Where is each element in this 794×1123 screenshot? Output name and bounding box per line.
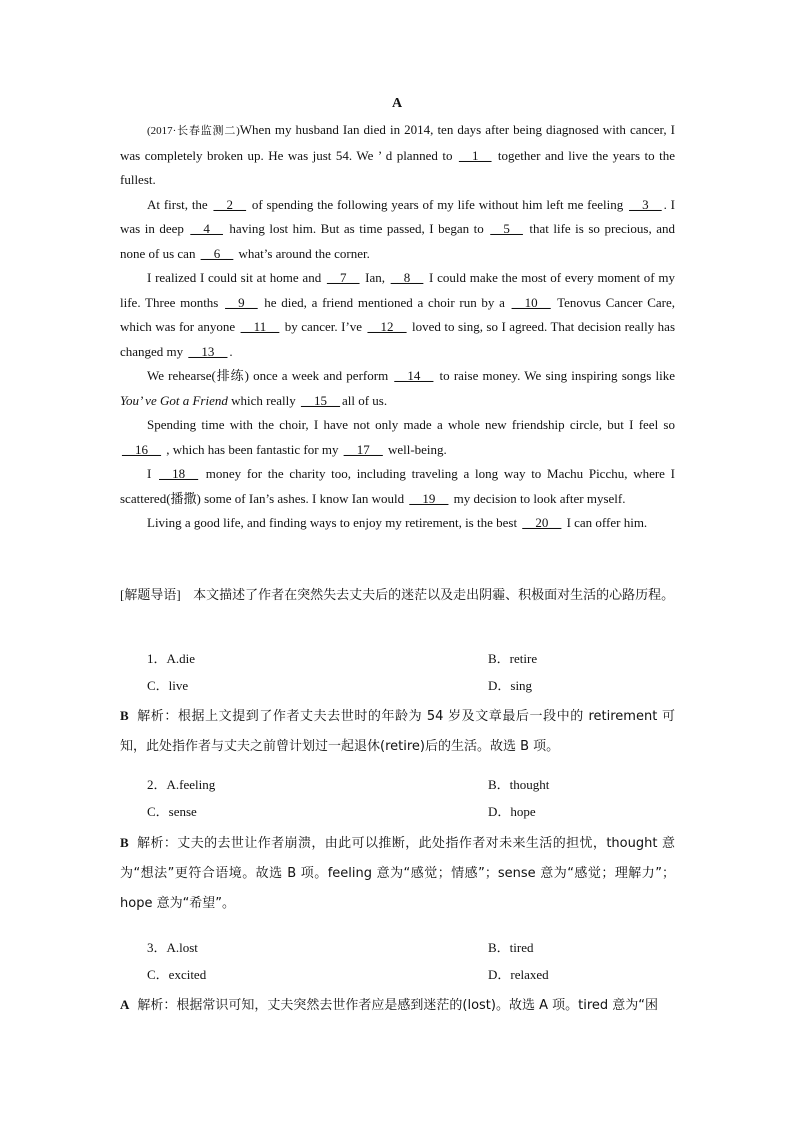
text-span: . I was in deep	[120, 196, 675, 236]
text-span: by cancer. I’ve	[281, 319, 366, 334]
paragraph-5	[120, 413, 675, 462]
text-span: to raise money. We sing inspiring songs like	[435, 368, 675, 383]
option: 1．A.die	[147, 651, 196, 666]
question-2-explanation	[120, 828, 675, 919]
paragraph-7	[120, 511, 675, 536]
text-span: I could make the most of every moment of my life. Three months	[120, 270, 675, 310]
cloze-passage	[120, 118, 675, 536]
blank: __9__	[225, 294, 258, 310]
text-span: having lost him. But as time passed, I began to	[224, 221, 489, 236]
text-span: money for the charity too, including traveling a long way to Machu Picchu, where I scattered(播撒) some of Ian’s ashes. I know Ian would	[120, 466, 675, 506]
blank: __7__	[326, 270, 360, 285]
blank: __12__	[367, 319, 407, 334]
blank: __11__	[240, 319, 280, 334]
answer-letter: B	[120, 708, 129, 723]
text-span: all of us.	[341, 392, 388, 408]
blank: __17__	[343, 441, 383, 457]
text-span: he died, a friend mentioned a choir run by a	[259, 294, 510, 310]
answer-letter: B	[120, 835, 129, 850]
text-span: what’s around the corner.	[235, 245, 370, 261]
text-span: that life is so precious, and none of us can	[120, 221, 676, 261]
option: D．sing	[488, 678, 533, 693]
question-1-options	[147, 645, 667, 699]
text-span: , which has been fantastic for my	[163, 441, 342, 457]
song-title: You’ ve Got a Friend	[120, 392, 228, 408]
text-span: Living a good life, and finding ways to enjoy my retirement, is the best	[147, 515, 521, 530]
option: 3．A.lost	[147, 940, 198, 955]
text-span: which really	[227, 392, 299, 408]
blank: __5__	[490, 221, 523, 236]
text-span: 解析：丈夫的去世让作者崩溃，由此可以推断，此处指作者对未来生活的担忧，thought 意为“想法”更符合语境。故选 B 项。feeling 意为“感觉；情感”；sense 意为“感觉；理解力”；hope 意为“希望”。	[120, 836, 675, 911]
passage-title: A	[391, 96, 403, 111]
text-span: When my husband Ian died in 2014, ten days after being diagnosed with cancer, I was completely broken up. He was just 54. We ’ d planned to	[120, 122, 675, 163]
text-span: Spending time with the choir, I have not only made a whole new friendship circle, but I feel so	[147, 417, 675, 432]
guide-note	[120, 577, 675, 614]
source-note: (2017·长春监测二)	[147, 125, 240, 137]
blank: __15__	[300, 392, 340, 408]
blank: __14__	[394, 368, 434, 383]
text-span: Ian,	[361, 270, 389, 285]
option: B．retire	[488, 651, 538, 666]
blank: __6__	[200, 245, 234, 261]
question-3-options	[147, 934, 667, 988]
text-span: I can offer him.	[563, 515, 648, 530]
blank: __1__	[458, 147, 492, 163]
option: B．thought	[488, 777, 550, 792]
blank: __4__	[190, 221, 223, 236]
paragraph-1	[120, 118, 675, 193]
blank: __3__	[629, 196, 662, 212]
blank: __10__	[511, 294, 551, 310]
guide-text: 本文描述了作者在突然失去丈夫后的迷茫以及走出阴霾、积极面对生活的心路历程。	[193, 588, 675, 603]
paragraph-3	[120, 266, 675, 364]
guide-label: [解题导语]	[120, 587, 181, 602]
blank: __8__	[390, 270, 424, 285]
text-span: well-being.	[384, 441, 447, 457]
option: 2．A.feeling	[147, 777, 216, 792]
blank: __18__	[159, 466, 199, 481]
question-3-explanation	[120, 990, 675, 1021]
text-span: 解析：根据上文提到了作者丈夫去世时的年龄为 54 岁及文章最后一段中的 retirement 可知，此处指作者与丈夫之前曾计划过一起退休(retire)后的生活。故选 B 项。	[120, 709, 675, 754]
paragraph-2	[120, 193, 675, 267]
text-span: together and live the years to the fullest.	[120, 147, 675, 187]
question-1-explanation	[120, 701, 675, 762]
answer-letter: A	[120, 997, 130, 1012]
blank: __13__	[188, 343, 228, 359]
text-span: my decision to look after myself.	[450, 490, 626, 506]
paragraph-4	[120, 364, 675, 413]
paragraph-6	[120, 462, 675, 511]
option: D．relaxed	[488, 967, 549, 982]
text-span: We rehearse(排练) once a week and perform	[147, 368, 393, 383]
option: D．hope	[488, 804, 536, 819]
text-span: Tenovus Cancer Care, which was for anyone	[120, 294, 675, 334]
text-span: At first, the	[147, 196, 212, 212]
text-span: I realized I could sit at home and	[147, 270, 325, 285]
text-span: of spending the following years of my life without him left me feeling	[248, 196, 628, 212]
option: C．excited	[147, 967, 207, 982]
option: C．live	[147, 678, 189, 693]
option: C．sense	[147, 804, 197, 819]
question-2-options	[147, 771, 667, 825]
blank: __2__	[213, 196, 247, 212]
blank: __16__	[122, 441, 161, 457]
text-span: 解析：根据常识可知，丈夫突然去世作者应是感到迷茫的(lost)。故选 A 项。tired 意为“困	[137, 998, 659, 1013]
blank: __20__	[522, 515, 562, 530]
text-span: .	[229, 343, 233, 359]
text-span: loved to sing, so I agreed. That decision really has changed my	[120, 319, 676, 359]
blank: __19__	[409, 490, 449, 506]
text-span: I	[147, 466, 158, 481]
option: B．tired	[488, 940, 534, 955]
